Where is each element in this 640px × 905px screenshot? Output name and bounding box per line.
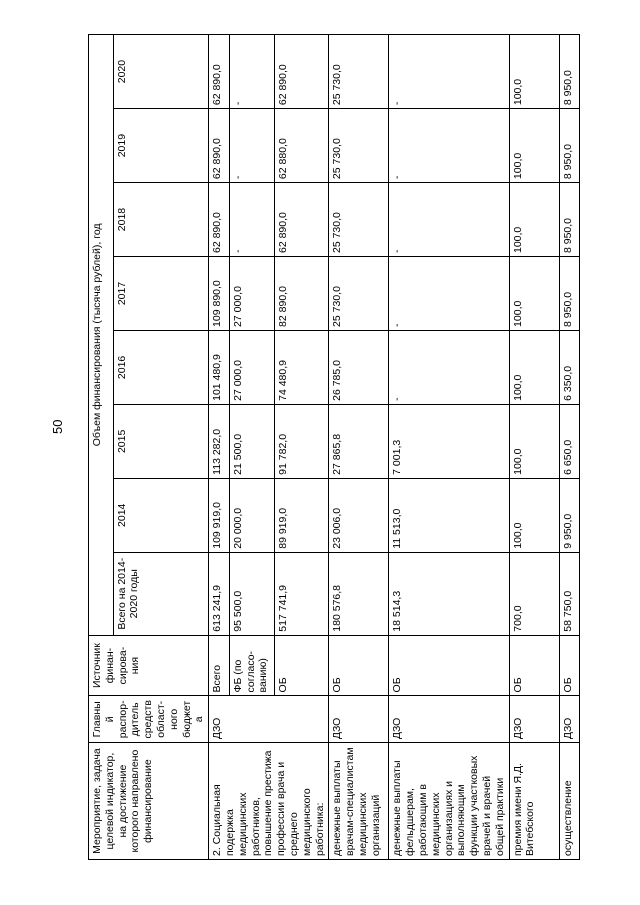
value-cell: 23 006,0: [329, 478, 389, 552]
value-cell: 91 782,0: [275, 404, 329, 478]
source-cell: ФБ (по согласо-ванию): [229, 635, 275, 696]
value-cell: 27 000,0: [229, 330, 275, 404]
value-cell: 8 950,0: [559, 109, 579, 183]
table-row: [389, 35, 509, 860]
header-total: Всего на 2014-2020 годы: [113, 552, 209, 635]
value-cell: -: [389, 257, 509, 331]
total-cell: 18 514,3: [389, 552, 509, 635]
value-cell: 6 350,0: [559, 330, 579, 404]
table-row: [209, 35, 230, 860]
value-cell: 62 890,0: [275, 183, 329, 257]
value-cell: 8 950,0: [559, 35, 579, 109]
source-cell: ОБ: [389, 635, 509, 696]
table-row: [509, 35, 559, 860]
total-cell: 517 741,9: [275, 552, 329, 635]
value-cell: 62 890,0: [209, 109, 230, 183]
value-cell: 100,0: [509, 257, 559, 331]
header-source: Источник финан-сирова-ния: [89, 635, 209, 696]
value-cell: -: [389, 330, 509, 404]
value-cell: -: [389, 35, 509, 109]
value-cell: 25 730,0: [329, 35, 389, 109]
measure-cell: денежные выплаты фельдшерам, работающим в медицинских организациях и выполняющим функции участковых врачей и врачей общей практики: [389, 743, 509, 860]
source-cell: ОБ: [329, 635, 389, 696]
value-cell: 11 513,0: [389, 478, 509, 552]
manager-cell: ДЗО: [509, 696, 559, 743]
measure-cell: 2. Социальная подержка медицинских работников, повышение престижа профессии врача и среднего медицинского работника:: [209, 743, 329, 860]
value-cell: 6 650,0: [559, 404, 579, 478]
value-cell: 20 000,0: [229, 478, 275, 552]
table-row: [329, 35, 389, 860]
value-cell: 27 865,8: [329, 404, 389, 478]
rotated-table-sheet: [88, 34, 580, 860]
header-measure: Мероприятие, задача целевой индикатор, на достижение которого направлено финансирование: [89, 743, 209, 860]
measure-cell: осуществление: [559, 743, 579, 860]
source-cell: ОБ: [559, 635, 579, 696]
source-cell: Всего: [209, 635, 230, 696]
header-manager: Главный распор-дитель средств област-ного бюджета: [89, 696, 209, 743]
manager-cell: ДЗО: [559, 696, 579, 743]
value-cell: 109 919,0: [209, 478, 230, 552]
funding-table: [88, 34, 580, 860]
value-cell: -: [229, 183, 275, 257]
value-cell: 21 500,0: [229, 404, 275, 478]
source-cell: ОБ: [275, 635, 329, 696]
value-cell: 25 730,0: [329, 183, 389, 257]
value-cell: 62 890,0: [209, 35, 230, 109]
value-cell: 25 730,0: [329, 109, 389, 183]
value-cell: 100,0: [509, 183, 559, 257]
value-cell: 62 890,0: [209, 183, 230, 257]
value-cell: 62 890,0: [275, 35, 329, 109]
value-cell: 82 890,0: [275, 257, 329, 331]
value-cell: -: [389, 183, 509, 257]
header-funding-group: Объем финансирования (тысяча рублей), год: [89, 35, 114, 636]
table-row: [559, 35, 579, 860]
value-cell: -: [229, 35, 275, 109]
manager-cell: ДЗО: [209, 696, 329, 743]
header-year: 2015: [113, 404, 209, 478]
value-cell: 74 480,9: [275, 330, 329, 404]
total-cell: 95 500,0: [229, 552, 275, 635]
value-cell: 100,0: [509, 330, 559, 404]
value-cell: 9 950,0: [559, 478, 579, 552]
value-cell: 100,0: [509, 478, 559, 552]
manager-cell: ДЗО: [389, 696, 509, 743]
header-year: 2016: [113, 330, 209, 404]
value-cell: 27 000,0: [229, 257, 275, 331]
value-cell: 62 880,0: [275, 109, 329, 183]
value-cell: 113 282,0: [209, 404, 230, 478]
value-cell: 7 001,3: [389, 404, 509, 478]
header-year: 2017: [113, 257, 209, 331]
value-cell: 100,0: [509, 109, 559, 183]
total-cell: 58 750,0: [559, 552, 579, 635]
value-cell: 8 950,0: [559, 183, 579, 257]
page-number: 50: [50, 419, 65, 434]
value-cell: -: [229, 109, 275, 183]
value-cell: 109 890,0: [209, 257, 230, 331]
total-cell: 180 576,8: [329, 552, 389, 635]
header-year: 2014: [113, 478, 209, 552]
measure-cell: премия имени Я.Д. Витебского: [509, 743, 559, 860]
header-year: 2019: [113, 109, 209, 183]
value-cell: 89 919,0: [275, 478, 329, 552]
value-cell: 26 785,0: [329, 330, 389, 404]
value-cell: 100,0: [509, 35, 559, 109]
measure-cell: денежные выплаты врачам-специалистам медицинских организаций: [329, 743, 389, 860]
total-cell: 700,0: [509, 552, 559, 635]
total-cell: 613 241,9: [209, 552, 230, 635]
value-cell: 100,0: [509, 404, 559, 478]
value-cell: 25 730,0: [329, 257, 389, 331]
manager-cell: ДЗО: [329, 696, 389, 743]
value-cell: -: [389, 109, 509, 183]
value-cell: 8 950,0: [559, 257, 579, 331]
source-cell: ОБ: [509, 635, 559, 696]
value-cell: 101 480,9: [209, 330, 230, 404]
header-year: 2020: [113, 35, 209, 109]
header-year: 2018: [113, 183, 209, 257]
